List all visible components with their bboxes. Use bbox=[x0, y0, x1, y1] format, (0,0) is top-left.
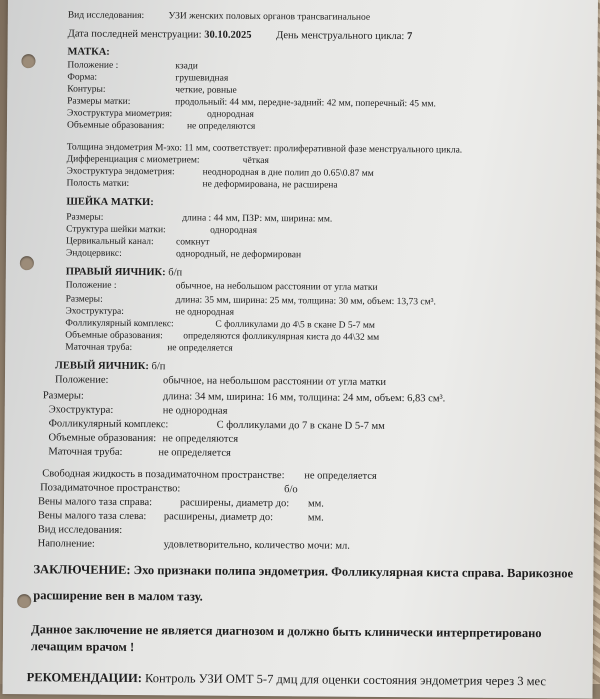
uterus-title: МАТКА: bbox=[67, 46, 110, 58]
recommendations-line bbox=[27, 670, 546, 689]
right-ovary-sizes-value: длина: 35 мм, ширина: 25 мм, толщина: 30 мм, объем: 13,73 см³. bbox=[175, 295, 436, 308]
pelvic-veins-right-label: Вены малого таза справа: bbox=[37, 496, 153, 509]
conclusion-label: ЗАКЛЮЧЕНИЕ: bbox=[33, 562, 131, 577]
uterus-position-label: Положение : bbox=[67, 60, 119, 71]
recommendations-text: Контроль УЗИ ОМТ 5-7 дмц для оценки состояния эндометрия через 3 мес bbox=[144, 671, 546, 689]
right-ovary-position-value: обычное, на небольшом расстоянии от угла матки bbox=[175, 281, 378, 293]
uterus-mass-value: не определяются bbox=[186, 121, 256, 132]
pelvic-veins-left-value: расширены, диаметр до: bbox=[163, 511, 274, 524]
free-fluid-value: не определяется bbox=[304, 470, 377, 482]
disclaimer-line-2: лечащим врачом ! bbox=[30, 639, 135, 655]
myometrium-echo-label: Эхоструктура миометрия: bbox=[67, 108, 173, 120]
left-ovary-mass-label: Объемные образования: bbox=[48, 432, 157, 445]
disclaimer-line-1: Данное заключение не является диагнозом и должно быть клинически интерпретировано bbox=[30, 622, 542, 641]
endocervix-value: однородный, не деформирован bbox=[175, 249, 302, 261]
right-tube-label: Маточная труба: bbox=[65, 342, 133, 353]
exam-type-line bbox=[68, 10, 370, 22]
cervix-title: ШЕЙКА МАТКИ: bbox=[66, 196, 154, 209]
uterus-contours-label: Контуры: bbox=[67, 84, 106, 95]
uterus-sizes-label: Размеры матки: bbox=[67, 96, 131, 107]
lmp-label: Дата последней менструации: bbox=[67, 28, 202, 41]
endometrium-diff-value: чёткая bbox=[242, 155, 269, 167]
uterus-contours-value: четкие, ровные bbox=[175, 85, 237, 96]
endometrium-echo-label: Эхоструктура эндометрия: bbox=[66, 166, 175, 178]
left-tube-value: не определяется bbox=[158, 447, 231, 459]
left-ovary-position-value: обычное, на небольшом расстоянии от угла матки bbox=[162, 375, 387, 388]
right-ovary-follicle-value: С фолликулами до 4\5 в скане D 5-7 мм bbox=[215, 319, 375, 331]
endometrium-diff-label: Дифференциация с миометрием: bbox=[66, 154, 200, 166]
uterine-cavity-label: Полость матки: bbox=[66, 178, 130, 189]
pelvic-veins-right-value: расширены, диаметр до: bbox=[179, 497, 290, 510]
left-ovary-follicle-value: С фолликулами до 7 в скане D 5-7 мм bbox=[216, 419, 385, 432]
exam-type-value: УЗИ женских половых органов трансвагинальное bbox=[168, 11, 371, 23]
punch-hole-icon bbox=[20, 256, 34, 270]
conclusion-text-1: Эхо признаки полипа эндометрия. Фолликулярная киста справа. Варикозное bbox=[133, 563, 574, 581]
endocervix-label: Эндоцервикс: bbox=[65, 248, 122, 259]
punch-hole-icon bbox=[21, 54, 35, 68]
left-ovary-suffix: б/п bbox=[151, 361, 166, 373]
bladder-filling-label: Наполнение: bbox=[37, 538, 95, 550]
bladder-filling-value: удовлетворительно, количество мочи: мл. bbox=[163, 539, 350, 552]
myometrium-echo-value: однородная bbox=[207, 109, 254, 120]
left-tube-label: Маточная труба: bbox=[48, 446, 123, 458]
retrouterine-space-label: Позадиматочное пространство: bbox=[40, 482, 181, 495]
right-tube-value: не определяется bbox=[167, 343, 233, 354]
uterine-cavity-value: не деформирована, не расширена bbox=[202, 179, 338, 191]
pelvic-veins-left-unit: мм. bbox=[307, 512, 324, 524]
cervix-sizes-value: длина : 44 мм, ПЗР: мм, ширина: мм. bbox=[182, 213, 333, 225]
cervix-sizes-label: Размеры: bbox=[66, 212, 104, 223]
uterus-mass-label: Объемные образования: bbox=[66, 120, 165, 132]
conclusion-text-2: расширение вен в малом тазу. bbox=[33, 588, 203, 604]
cervical-canal-label: Цервикальный канал: bbox=[66, 236, 154, 248]
retrouterine-space-value: б/о bbox=[284, 484, 298, 496]
punch-hole-icon bbox=[17, 594, 31, 608]
left-ovary-echo-label: Эхоструктура: bbox=[48, 404, 114, 416]
right-ovary-echo-value: не однородная bbox=[175, 307, 235, 318]
right-ovary-suffix: б/п bbox=[168, 267, 183, 279]
cervix-structure-value: однородная bbox=[210, 225, 258, 236]
left-ovary-title-line bbox=[55, 360, 165, 372]
right-ovary-sizes-label: Размеры: bbox=[65, 294, 103, 305]
left-ovary-title: ЛЕВЫЙ ЯИЧНИК: bbox=[55, 360, 149, 373]
endometrium-thickness-line: Толщина эндометрия М-эхо: 11 мм, соответствует: пролиферативной фазе менструального цикла. bbox=[66, 142, 463, 156]
left-ovary-follicle-label: Фолликулярный комплекс: bbox=[48, 418, 169, 431]
uterus-position-value: кзади bbox=[175, 61, 198, 72]
left-ovary-echo-value: не однородная bbox=[162, 405, 228, 417]
right-ovary-title: ПРАВЫЙ ЯИЧНИК: bbox=[65, 266, 166, 279]
free-fluid-label: Свободная жидкость в позадиматочном пространстве: bbox=[42, 468, 285, 482]
cycle-day-label: День менструального цикла: bbox=[276, 30, 405, 43]
right-ovary-position-label: Положение : bbox=[65, 280, 117, 291]
conclusion-line-1 bbox=[33, 562, 573, 581]
cervix-structure-label: Структура шейки матки: bbox=[66, 224, 166, 236]
left-ovary-sizes-value: длина: 34 мм, ширина: 16 мм, толщина: 24 мм, объем: 6,83 см³. bbox=[162, 391, 446, 405]
lmp-value: 30.10.2025 bbox=[204, 29, 252, 41]
uterus-sizes-value: продольный: 44 мм, передне-задний: 42 мм, поперечный: 45 мм. bbox=[175, 97, 436, 110]
right-ovary-title-line bbox=[66, 266, 182, 278]
left-ovary-sizes-label: Размеры: bbox=[42, 390, 84, 402]
right-ovary-echo-label: Эхоструктура: bbox=[65, 306, 124, 317]
exam-type-label-2: Вид исследования: bbox=[37, 524, 123, 536]
cycle-day-value: 7 bbox=[406, 31, 413, 43]
right-ovary-mass-value: определяются фолликулярная киста до 44\32 мм bbox=[183, 331, 380, 343]
pelvic-veins-right-unit: мм. bbox=[307, 498, 324, 510]
pelvic-veins-left-label: Вены малого таза слева: bbox=[37, 510, 147, 523]
recommendations-label: РЕКОМЕНДАЦИИ: bbox=[26, 670, 142, 686]
right-ovary-mass-label: Объемные образования: bbox=[65, 330, 163, 342]
exam-type-label: Вид исследования: bbox=[67, 10, 145, 22]
endometrium-echo-value: неоднородная в дне полип до 0.65\0.87 мм bbox=[202, 167, 374, 179]
left-ovary-mass-value: не определяются bbox=[162, 433, 239, 445]
uterus-shape-label: Форма: bbox=[67, 72, 98, 83]
uterus-shape-value: грушевидная bbox=[175, 73, 229, 84]
ultrasound-report-sheet bbox=[3, 0, 598, 699]
left-ovary-position-label: Положение: bbox=[54, 374, 109, 386]
cervical-canal-value: сомкнут bbox=[176, 237, 210, 248]
lmp-line bbox=[68, 28, 413, 42]
right-ovary-follicle-label: Фолликулярный комплекс: bbox=[65, 318, 174, 330]
